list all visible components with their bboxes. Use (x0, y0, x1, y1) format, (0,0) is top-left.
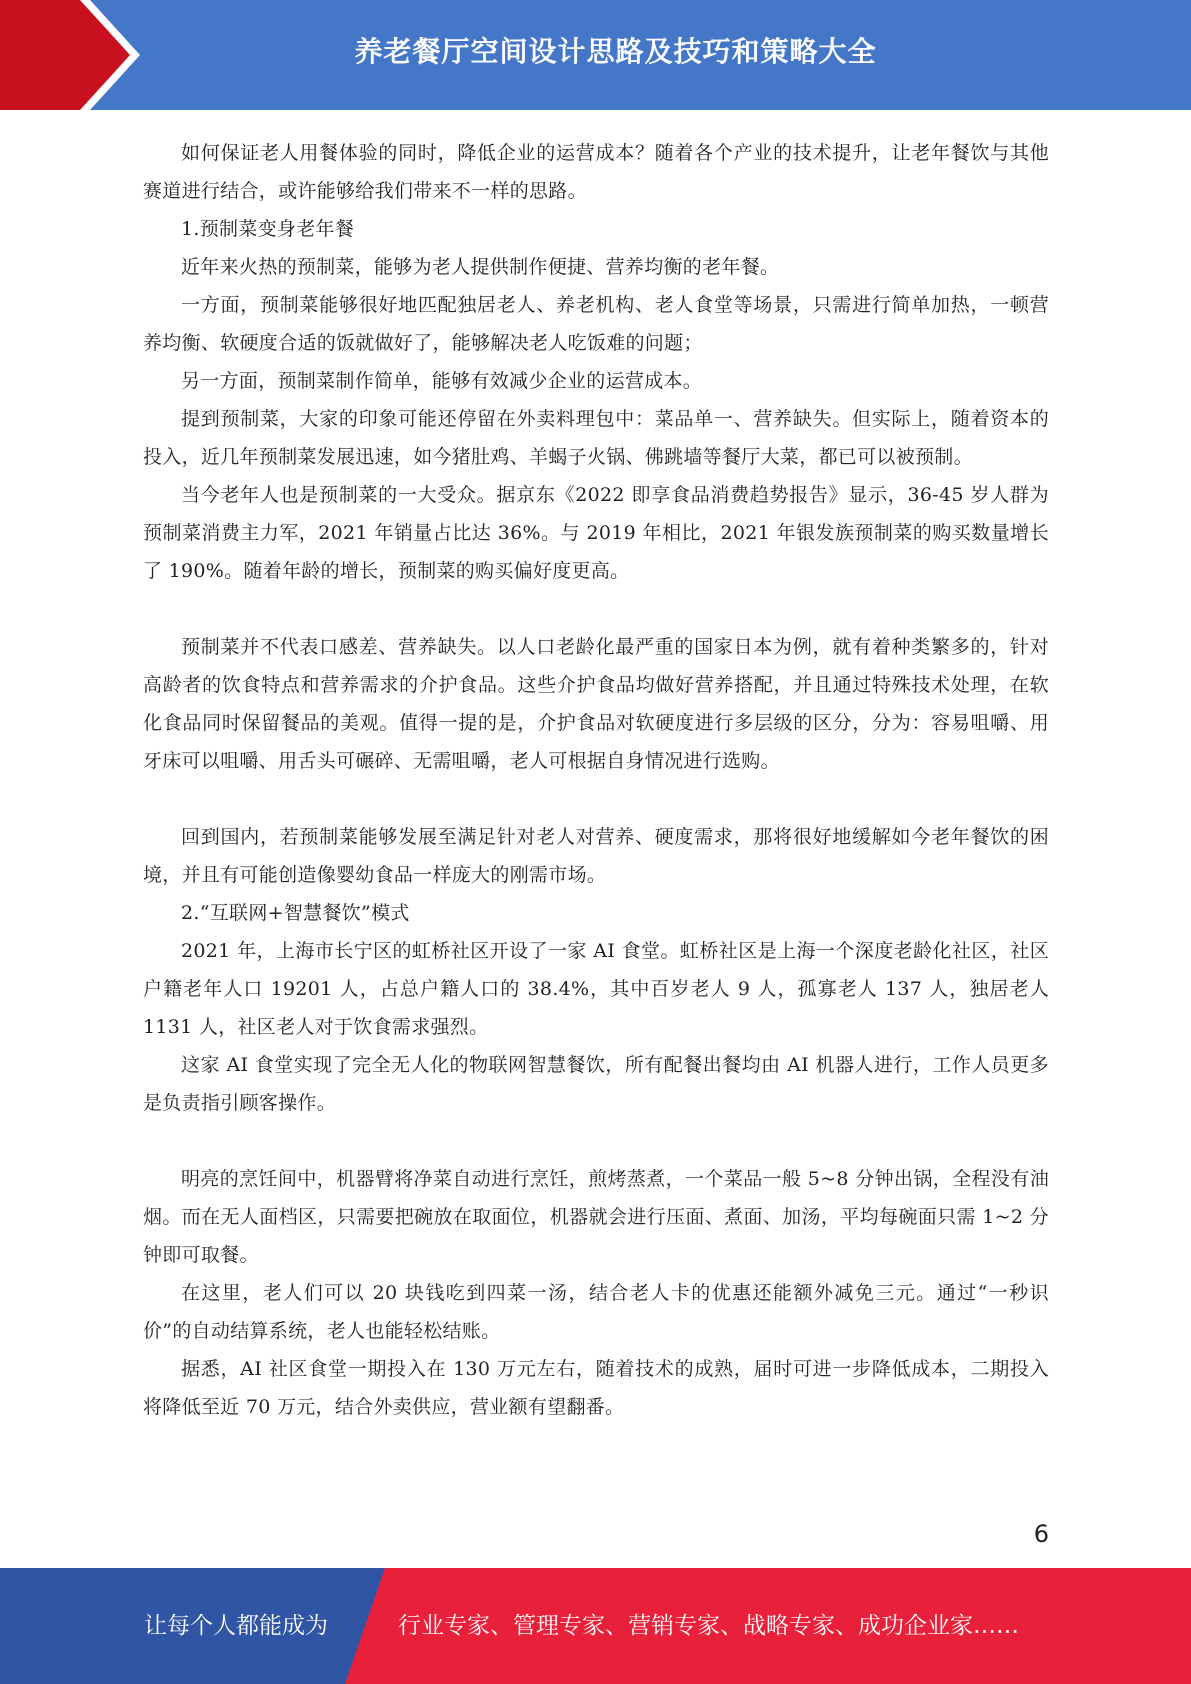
paragraph: 明亮的烹饪间中，机器臂将净菜自动进行烹饪，煎烤蒸煮，一个菜品一般 5~8 分钟出锅，全程没有油烟。而在无人面档区，只需要把碗放在取面位，机器就会进行压面、煮面、加汤，平均每碗面只需 1~2 分钟即可取餐。 (143, 1168, 1049, 1266)
page-header (0, 0, 1191, 110)
section-heading: 1.预制菜变身老年餐 (181, 218, 355, 240)
footer-slogan-right: 行业专家、管理专家、营销专家、战略专家、成功企业家…… (398, 1613, 1019, 1639)
paragraph: 预制菜并不代表口感差、营养缺失。以人口老龄化最严重的国家日本为例，就有着种类繁多的，针对高龄者的饮食特点和营养需求的介护食品。这些介护食品均做好营养搭配，并且通过特殊技术处理，在软化食品同时保留餐品的美观。值得一提的是，介护食品对软硬度进行多层级的区分，分为：容易咀嚼、用牙床可以咀嚼、用舌头可碾碎、无需咀嚼，老人可根据自身情况进行选购。 (143, 636, 1049, 772)
paragraph: 回到国内，若预制菜能够发展至满足针对老人对营养、硬度需求，那将很好地缓解如今老年餐饮的困境，并且有可能创造像婴幼食品一样庞大的刚需市场。 (143, 826, 1049, 886)
paragraph: 当今老年人也是预制菜的一大受众。据京东《2022 即享食品消费趋势报告》显示，36-45 岁人群为预制菜消费主力军，2021 年销量占比达 36%。与 2019 年相比，2021 年银发族预制菜的购买数量增长了 190%。随着年龄的增长，预制菜的购买偏好度更高。 (143, 484, 1049, 582)
page-footer (0, 1568, 1191, 1684)
paragraph: 在这里，老人们可以 20 块钱吃到四菜一汤，结合老人卡的优惠还能额外减免三元。通过“一秒识价”的自动结算系统，老人也能轻松结账。 (143, 1282, 1049, 1342)
paragraph: 2021 年，上海市长宁区的虹桥社区开设了一家 AI 食堂。虹桥社区是上海一个深度老龄化社区，社区户籍老年人口 19201 人，占总户籍人口的 38.4%，其中百岁老人 9 人，孤寡老人 137 人，独居老人 1131 人，社区老人对于饮食需求强烈。 (143, 940, 1049, 1038)
article-body (143, 134, 1049, 1426)
footer-slogan-left: 让每个人都能成为 (144, 1613, 328, 1639)
page-title: 养老餐厅空间设计思路及技巧和策略大全 (354, 35, 877, 68)
paragraph: 据悉，AI 社区食堂一期投入在 130 万元左右，随着技术的成熟，届时可进一步降低成本，二期投入将降低至近 70 万元，结合外卖供应，营业额有望翻番。 (143, 1358, 1049, 1418)
paragraph: 如何保证老人用餐体验的同时，降低企业的运营成本？随着各个产业的技术提升，让老年餐饮与其他赛道进行结合，或许能够给我们带来不一样的思路。 (143, 142, 1049, 202)
paragraph: 近年来火热的预制菜，能够为老人提供制作便捷、营养均衡的老年餐。 (181, 256, 780, 278)
page-number: 6 (1033, 1520, 1049, 1548)
section-heading: 2.“互联网+智慧餐饮”模式 (181, 902, 410, 924)
paragraph: 这家 AI 食堂实现了完全无人化的物联网智慧餐饮，所有配餐出餐均由 AI 机器人进行，工作人员更多是负责指引顾客操作。 (143, 1054, 1049, 1114)
paragraph: 另一方面，预制菜制作简单，能够有效减少企业的运营成本。 (181, 370, 703, 392)
paragraph: 提到预制菜，大家的印象可能还停留在外卖料理包中：菜品单一、营养缺失。但实际上，随着资本的投入，近几年预制菜发展迅速，如今猪肚鸡、羊蝎子火锅、佛跳墙等餐厅大菜，都已可以被预制。 (143, 408, 1049, 468)
paragraph: 一方面，预制菜能够很好地匹配独居老人、养老机构、老人食堂等场景，只需进行简单加热，一顿营养均衡、软硬度合适的饭就做好了，能够解决老人吃饭难的问题； (143, 294, 1049, 354)
